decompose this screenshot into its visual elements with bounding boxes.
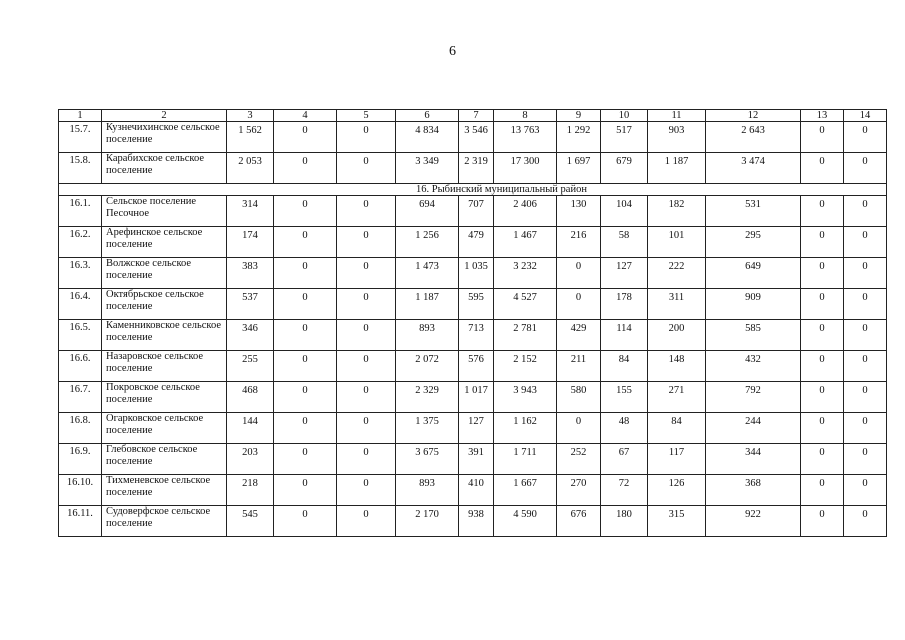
table-body: [59, 110, 887, 537]
table-cell: 1 017: [459, 382, 494, 413]
table-row: [59, 122, 887, 153]
table-cell: 3 349: [396, 153, 459, 184]
table-cell: 222: [648, 258, 706, 289]
table-cell: 517: [601, 122, 648, 153]
table-cell: 2 053: [227, 153, 274, 184]
table-cell: 922: [706, 506, 801, 537]
table-cell: 2 319: [459, 153, 494, 184]
column-header: 14: [844, 110, 887, 122]
column-header: 12: [706, 110, 801, 122]
table-cell: 48: [601, 413, 648, 444]
table-cell: 537: [227, 289, 274, 320]
table-cell: 117: [648, 444, 706, 475]
table-cell: 0: [337, 444, 396, 475]
table-cell: 0: [337, 258, 396, 289]
table-row: [59, 382, 887, 413]
table-cell: 468: [227, 382, 274, 413]
table-cell: 0: [801, 122, 844, 153]
column-header: 13: [801, 110, 844, 122]
table-cell: 903: [648, 122, 706, 153]
table-row: [59, 506, 887, 537]
settlement-name: Карабихское сельское поселение: [102, 153, 227, 184]
table-cell: 595: [459, 289, 494, 320]
table-cell: 0: [337, 475, 396, 506]
section-row: [59, 184, 887, 196]
table-cell: 0: [337, 289, 396, 320]
table-cell: 0: [801, 382, 844, 413]
table-cell: 0: [801, 351, 844, 382]
table-cell: 694: [396, 196, 459, 227]
settlement-name: Волжское сельское поселение: [102, 258, 227, 289]
table-cell: 432: [706, 351, 801, 382]
column-header: 4: [274, 110, 337, 122]
section-title: 16. Рыбинский муниципальный район: [59, 184, 887, 196]
table-cell: 0: [801, 320, 844, 351]
settlement-name: Тихменевское сельское поселение: [102, 475, 227, 506]
table-cell: 58: [601, 227, 648, 258]
table-cell: 1 697: [557, 153, 601, 184]
settlement-name: Арефинское сельское поселение: [102, 227, 227, 258]
table-row: [59, 444, 887, 475]
table-cell: 311: [648, 289, 706, 320]
table-cell: 314: [227, 196, 274, 227]
table-cell: 182: [648, 196, 706, 227]
table-cell: 909: [706, 289, 801, 320]
table-cell: 1 292: [557, 122, 601, 153]
settlement-name: Огарковское сельское поселение: [102, 413, 227, 444]
table-cell: 713: [459, 320, 494, 351]
table-cell: 0: [844, 122, 887, 153]
table-cell: 144: [227, 413, 274, 444]
table-cell: 0: [844, 320, 887, 351]
table-cell: 0: [337, 506, 396, 537]
table-cell: 174: [227, 227, 274, 258]
table-cell: 2 152: [494, 351, 557, 382]
table-cell: 130: [557, 196, 601, 227]
table-cell: 155: [601, 382, 648, 413]
table-cell: 344: [706, 444, 801, 475]
settlement-name: Сельское поселение Песочное: [102, 196, 227, 227]
table-cell: 0: [557, 413, 601, 444]
settlement-name: Глебовское сельское поселение: [102, 444, 227, 475]
table-cell: 2 072: [396, 351, 459, 382]
table-cell: 2 329: [396, 382, 459, 413]
table-row: [59, 413, 887, 444]
table-cell: 0: [801, 289, 844, 320]
table-cell: 67: [601, 444, 648, 475]
settlement-name: Каменниковское сельское поселение: [102, 320, 227, 351]
column-header: 1: [59, 110, 102, 122]
table-cell: 211: [557, 351, 601, 382]
table-cell: 315: [648, 506, 706, 537]
table-cell: 0: [801, 506, 844, 537]
column-header: 10: [601, 110, 648, 122]
table-cell: 0: [274, 382, 337, 413]
table-cell: 649: [706, 258, 801, 289]
table-cell: 0: [801, 444, 844, 475]
table-cell: 0: [801, 258, 844, 289]
table-cell: 4 527: [494, 289, 557, 320]
row-number: 16.5.: [59, 320, 102, 351]
table-cell: 676: [557, 506, 601, 537]
column-header: 7: [459, 110, 494, 122]
table-cell: 3 546: [459, 122, 494, 153]
table-cell: 585: [706, 320, 801, 351]
table-cell: 13 763: [494, 122, 557, 153]
table-cell: 707: [459, 196, 494, 227]
table-cell: 2 781: [494, 320, 557, 351]
table-cell: 368: [706, 475, 801, 506]
table-cell: 104: [601, 196, 648, 227]
table-cell: 218: [227, 475, 274, 506]
column-header: 3: [227, 110, 274, 122]
table-cell: 0: [557, 289, 601, 320]
table-cell: 0: [274, 351, 337, 382]
table-cell: 244: [706, 413, 801, 444]
table-cell: 0: [274, 122, 337, 153]
table-cell: 0: [337, 153, 396, 184]
table-row: [59, 475, 887, 506]
table-cell: 1 375: [396, 413, 459, 444]
table-cell: 1 473: [396, 258, 459, 289]
table-cell: 2 170: [396, 506, 459, 537]
column-header: 9: [557, 110, 601, 122]
table-cell: 1 467: [494, 227, 557, 258]
table-cell: 0: [844, 153, 887, 184]
table-cell: 893: [396, 475, 459, 506]
table-cell: 0: [844, 506, 887, 537]
table-cell: 1 711: [494, 444, 557, 475]
table-cell: 255: [227, 351, 274, 382]
row-number: 16.1.: [59, 196, 102, 227]
table-cell: 0: [844, 413, 887, 444]
table-cell: 114: [601, 320, 648, 351]
row-number: 15.7.: [59, 122, 102, 153]
table-cell: 1 187: [396, 289, 459, 320]
table-cell: 679: [601, 153, 648, 184]
table-cell: 84: [601, 351, 648, 382]
row-number: 16.11.: [59, 506, 102, 537]
table-cell: 0: [274, 320, 337, 351]
table-cell: 0: [801, 227, 844, 258]
table-cell: 180: [601, 506, 648, 537]
table-cell: 410: [459, 475, 494, 506]
table-cell: 429: [557, 320, 601, 351]
table-cell: 126: [648, 475, 706, 506]
table-cell: 17 300: [494, 153, 557, 184]
settlement-name: Судоверфское сельское поселение: [102, 506, 227, 537]
table-cell: 0: [844, 351, 887, 382]
table-cell: 0: [844, 196, 887, 227]
row-number: 16.4.: [59, 289, 102, 320]
table-cell: 0: [844, 444, 887, 475]
table-cell: 0: [337, 122, 396, 153]
row-number: 16.2.: [59, 227, 102, 258]
table-cell: 893: [396, 320, 459, 351]
table-cell: 2 643: [706, 122, 801, 153]
table-row: [59, 289, 887, 320]
table-cell: 0: [557, 258, 601, 289]
table-cell: 127: [459, 413, 494, 444]
table-row: [59, 153, 887, 184]
table-row: [59, 320, 887, 351]
table-cell: 0: [337, 351, 396, 382]
table-row: [59, 227, 887, 258]
table-cell: 0: [274, 444, 337, 475]
row-number: 16.10.: [59, 475, 102, 506]
table-cell: 383: [227, 258, 274, 289]
table-cell: 0: [337, 382, 396, 413]
table-cell: 0: [274, 289, 337, 320]
table-row: [59, 258, 887, 289]
table-row: [59, 351, 887, 382]
table-cell: 252: [557, 444, 601, 475]
table-cell: 1 035: [459, 258, 494, 289]
table-cell: 148: [648, 351, 706, 382]
table-cell: 545: [227, 506, 274, 537]
row-number: 16.6.: [59, 351, 102, 382]
table-cell: 0: [337, 320, 396, 351]
row-number: 16.3.: [59, 258, 102, 289]
table-cell: 178: [601, 289, 648, 320]
settlement-name: Покровское сельское поселение: [102, 382, 227, 413]
table-cell: 200: [648, 320, 706, 351]
table-cell: 0: [801, 475, 844, 506]
column-header: 8: [494, 110, 557, 122]
table-cell: 2 406: [494, 196, 557, 227]
table-cell: 0: [801, 153, 844, 184]
table-cell: 0: [844, 475, 887, 506]
table-cell: 72: [601, 475, 648, 506]
table-cell: 0: [274, 153, 337, 184]
table-cell: 576: [459, 351, 494, 382]
column-header: 11: [648, 110, 706, 122]
row-number: 16.8.: [59, 413, 102, 444]
table-cell: 0: [337, 413, 396, 444]
table-cell: 1 187: [648, 153, 706, 184]
table-cell: 0: [844, 227, 887, 258]
table-cell: 0: [274, 258, 337, 289]
table-cell: 479: [459, 227, 494, 258]
table-cell: 0: [274, 196, 337, 227]
row-number: 16.7.: [59, 382, 102, 413]
table-cell: 0: [274, 475, 337, 506]
table-cell: 938: [459, 506, 494, 537]
table-cell: 203: [227, 444, 274, 475]
table-cell: 216: [557, 227, 601, 258]
table-cell: 3 943: [494, 382, 557, 413]
table-cell: 1 162: [494, 413, 557, 444]
table-cell: 270: [557, 475, 601, 506]
table-cell: 0: [274, 413, 337, 444]
table-cell: 1 667: [494, 475, 557, 506]
table-cell: 127: [601, 258, 648, 289]
table-cell: 3 232: [494, 258, 557, 289]
table-cell: 1 256: [396, 227, 459, 258]
table-cell: 531: [706, 196, 801, 227]
table-cell: 0: [274, 227, 337, 258]
table-cell: 101: [648, 227, 706, 258]
column-header: 6: [396, 110, 459, 122]
table-cell: 3 474: [706, 153, 801, 184]
table-cell: 0: [801, 196, 844, 227]
row-number: 16.9.: [59, 444, 102, 475]
settlement-name: Октябрьское сельское поселение: [102, 289, 227, 320]
table-cell: 271: [648, 382, 706, 413]
table-cell: 0: [844, 258, 887, 289]
table-cell: 0: [844, 289, 887, 320]
settlement-name: Назаровское сельское поселение: [102, 351, 227, 382]
table-cell: 4 834: [396, 122, 459, 153]
table-cell: 0: [274, 506, 337, 537]
table-cell: 4 590: [494, 506, 557, 537]
table-cell: 792: [706, 382, 801, 413]
table-cell: 0: [801, 413, 844, 444]
table-cell: 84: [648, 413, 706, 444]
column-header: 5: [337, 110, 396, 122]
table-cell: 346: [227, 320, 274, 351]
settlement-name: Кузнечихинское сельское поселение: [102, 122, 227, 153]
table-cell: 580: [557, 382, 601, 413]
table-row: [59, 196, 887, 227]
table-cell: 295: [706, 227, 801, 258]
table-cell: 0: [844, 382, 887, 413]
column-header: 2: [102, 110, 227, 122]
table-cell: 0: [337, 227, 396, 258]
row-number: 15.8.: [59, 153, 102, 184]
table-cell: 1 562: [227, 122, 274, 153]
table-cell: 0: [337, 196, 396, 227]
page-number: 6: [449, 44, 456, 59]
data-table: [58, 109, 887, 537]
table-cell: 391: [459, 444, 494, 475]
header-row: [59, 110, 887, 122]
table-cell: 3 675: [396, 444, 459, 475]
